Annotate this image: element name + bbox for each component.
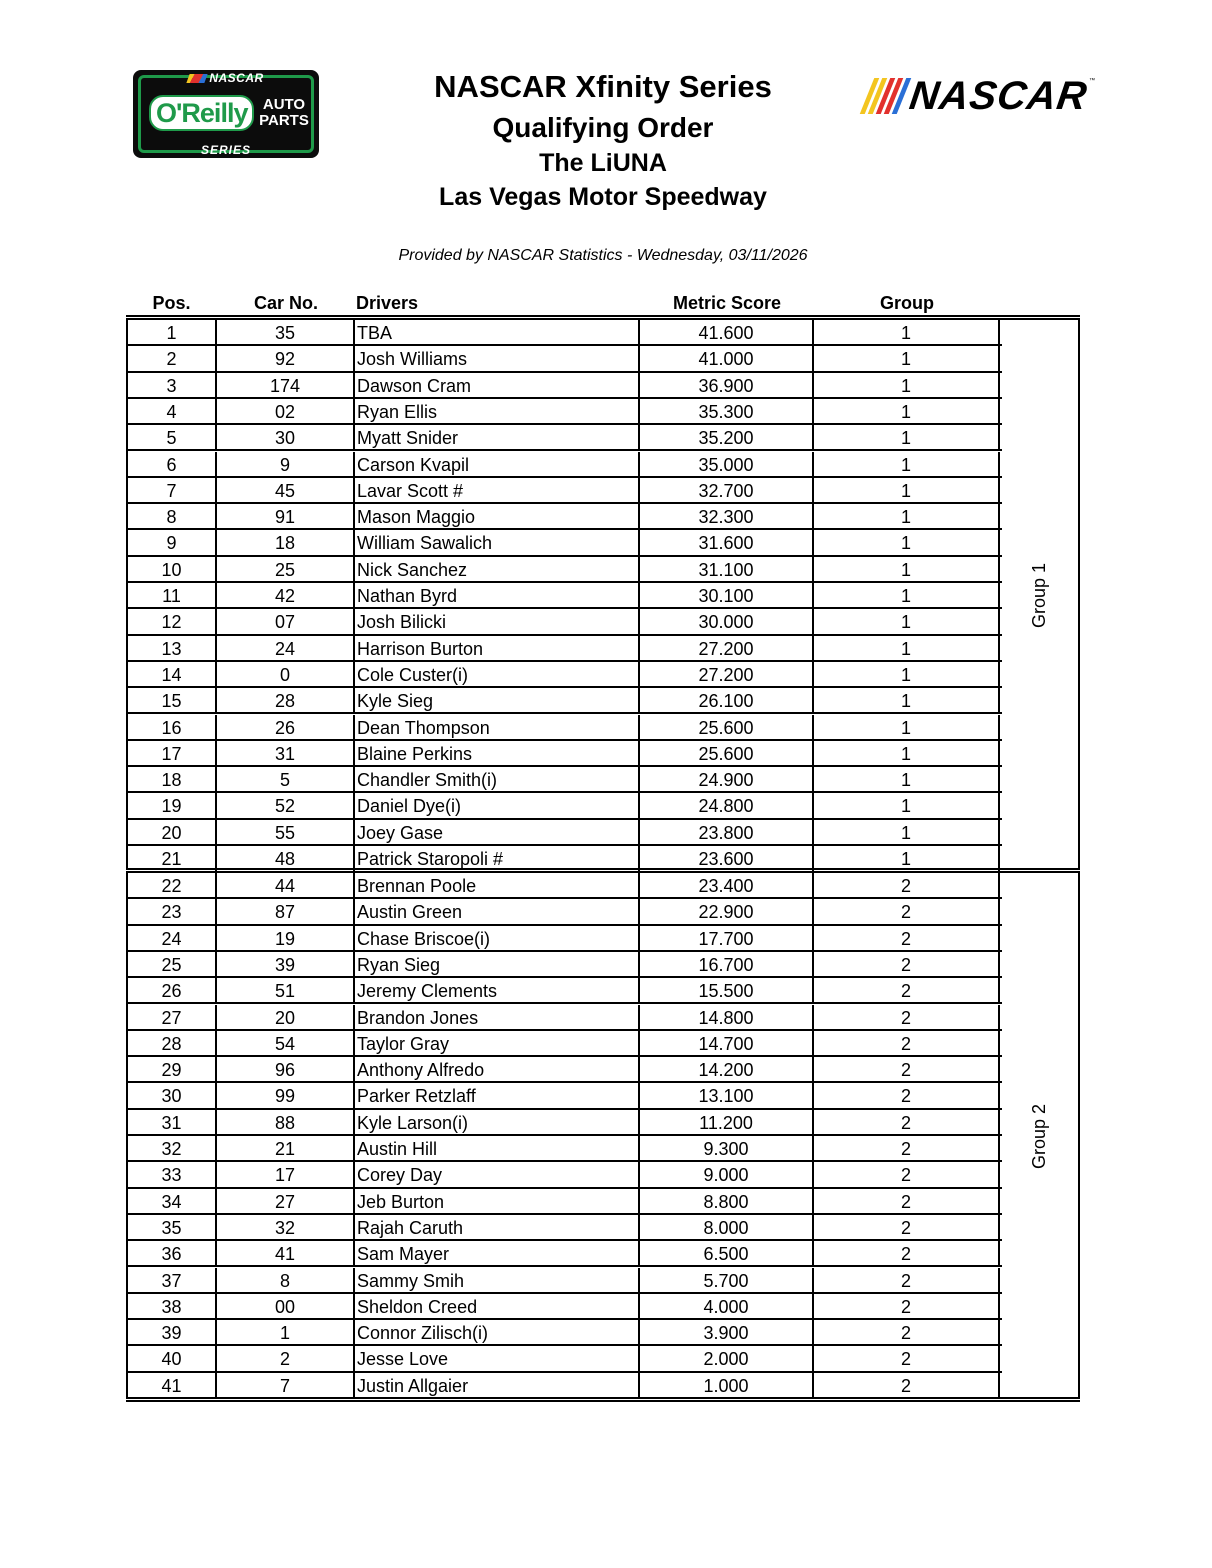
- position-cell: 7: [128, 478, 217, 502]
- logo-nascar-text: [133, 71, 319, 85]
- driver-name-cell: Sheldon Creed: [355, 1294, 640, 1318]
- position-cell: 37: [128, 1268, 217, 1292]
- group-cell: 1: [814, 530, 1000, 554]
- car-number-cell: 96: [217, 1057, 355, 1081]
- metric-score-cell: 26.100: [640, 688, 814, 712]
- group-cell: 2: [814, 1162, 1000, 1186]
- metric-score-cell: 9.300: [640, 1136, 814, 1160]
- metric-score-cell: 31.600: [640, 530, 814, 554]
- driver-name-cell: Dean Thompson: [355, 715, 640, 739]
- group-cell: 2: [814, 978, 1000, 1002]
- metric-score-cell: 16.700: [640, 952, 814, 976]
- car-number-cell: 20: [217, 1005, 355, 1029]
- metric-score-cell: 5.700: [640, 1268, 814, 1292]
- logo-top-text: NASCAR: [209, 71, 264, 85]
- group-cell: 1: [814, 399, 1000, 423]
- car-number-cell: 48: [217, 846, 355, 872]
- group-cell: 2: [814, 1057, 1000, 1081]
- metric-score-cell: 32.700: [640, 478, 814, 502]
- driver-name-cell: Parker Retzlaff: [355, 1083, 640, 1107]
- group-cell: 2: [814, 926, 1000, 950]
- metric-score-cell: 15.500: [640, 978, 814, 1002]
- metric-score-cell: 23.600: [640, 846, 814, 872]
- driver-name-cell: Daniel Dye(i): [355, 793, 640, 817]
- metric-score-cell: 8.800: [640, 1189, 814, 1213]
- group-cell: 2: [814, 1294, 1000, 1318]
- nascar-wordmark: NASCAR: [906, 74, 1091, 118]
- table-row: [128, 741, 1002, 767]
- car-number-cell: 91: [217, 504, 355, 528]
- table-row: [128, 899, 1002, 925]
- column-header-pos: Pos.: [152, 293, 191, 313]
- driver-name-cell: Carson Kvapil: [355, 452, 640, 476]
- metric-score-cell: 30.000: [640, 609, 814, 633]
- metric-score-cell: 35.200: [640, 425, 814, 449]
- trademark-mark: ™: [1089, 78, 1096, 84]
- driver-name-cell: William Sawalich: [355, 530, 640, 554]
- group-cell: 2: [814, 1031, 1000, 1055]
- table-row: [128, 1268, 1002, 1294]
- table-row: [128, 926, 1002, 952]
- metric-score-cell: 31.100: [640, 557, 814, 581]
- position-cell: 33: [128, 1162, 217, 1186]
- driver-name-cell: Rajah Caruth: [355, 1215, 640, 1239]
- car-number-cell: 2: [217, 1346, 355, 1370]
- car-number-cell: 9: [217, 452, 355, 476]
- driver-name-cell: Lavar Scott #: [355, 478, 640, 502]
- position-cell: 29: [128, 1057, 217, 1081]
- metric-score-cell: 24.800: [640, 793, 814, 817]
- driver-name-cell: Kyle Larson(i): [355, 1110, 640, 1134]
- track-name: Las Vegas Motor Speedway: [439, 183, 767, 211]
- group-cell: 2: [814, 1005, 1000, 1029]
- position-cell: 1: [128, 320, 217, 344]
- table-row: [128, 1294, 1002, 1320]
- driver-name-cell: Kyle Sieg: [355, 688, 640, 712]
- table-row: [128, 373, 1002, 399]
- car-number-cell: 21: [217, 1136, 355, 1160]
- position-cell: 24: [128, 926, 217, 950]
- driver-name-cell: Brandon Jones: [355, 1005, 640, 1029]
- position-cell: 39: [128, 1320, 217, 1344]
- position-cell: 25: [128, 952, 217, 976]
- car-number-cell: 26: [217, 715, 355, 739]
- position-cell: 22: [128, 873, 217, 897]
- car-number-cell: 92: [217, 346, 355, 370]
- table-row: [128, 1215, 1002, 1241]
- driver-name-cell: TBA: [355, 320, 640, 344]
- metric-score-cell: 14.800: [640, 1005, 814, 1029]
- table-row: [128, 478, 1002, 504]
- table-row: [128, 583, 1002, 609]
- group-1-block: [126, 320, 1080, 870]
- table-row: [128, 1162, 1002, 1188]
- driver-name-cell: Austin Green: [355, 899, 640, 923]
- metric-score-cell: 25.600: [640, 715, 814, 739]
- group-label-text: Group 1: [1029, 562, 1050, 628]
- column-header-car-no: Car No.: [253, 293, 318, 313]
- metric-score-cell: 11.200: [640, 1110, 814, 1134]
- table-row: [128, 346, 1002, 372]
- table-row: [128, 557, 1002, 583]
- metric-score-cell: 1.000: [640, 1373, 814, 1399]
- position-cell: 14: [128, 662, 217, 686]
- car-number-cell: 5: [217, 767, 355, 791]
- driver-name-cell: Ryan Ellis: [355, 399, 640, 423]
- metric-score-cell: 35.300: [640, 399, 814, 423]
- car-number-cell: 174: [217, 373, 355, 397]
- car-number-cell: 28: [217, 688, 355, 712]
- group-cell: 1: [814, 846, 1000, 872]
- group-cell: 1: [814, 452, 1000, 476]
- group-label-text: Group 2: [1029, 1103, 1050, 1169]
- car-number-cell: 88: [217, 1110, 355, 1134]
- group-cell: 1: [814, 662, 1000, 686]
- position-cell: 38: [128, 1294, 217, 1318]
- metric-score-cell: 13.100: [640, 1083, 814, 1107]
- group-cell: 2: [814, 1373, 1000, 1399]
- position-cell: 9: [128, 530, 217, 554]
- page-title: NASCAR Xfinity Series: [434, 69, 772, 104]
- metric-score-cell: 32.300: [640, 504, 814, 528]
- position-cell: 5: [128, 425, 217, 449]
- metric-score-cell: 24.900: [640, 767, 814, 791]
- group-cell: 2: [814, 1320, 1000, 1344]
- car-number-cell: 00: [217, 1294, 355, 1318]
- position-cell: 28: [128, 1031, 217, 1055]
- driver-name-cell: Connor Zilisch(i): [355, 1320, 640, 1344]
- car-number-cell: 07: [217, 609, 355, 633]
- car-number-cell: 44: [217, 873, 355, 897]
- driver-name-cell: Mason Maggio: [355, 504, 640, 528]
- table-row: [128, 688, 1002, 714]
- group-cell: 2: [814, 1083, 1000, 1107]
- car-number-cell: 8: [217, 1268, 355, 1292]
- driver-name-cell: Justin Allgaier: [355, 1373, 640, 1399]
- group-cell: 1: [814, 636, 1000, 660]
- car-number-cell: 25: [217, 557, 355, 581]
- car-number-cell: 17: [217, 1162, 355, 1186]
- table-row: [128, 1346, 1002, 1372]
- driver-name-cell: Jesse Love: [355, 1346, 640, 1370]
- provided-by-line: Provided by NASCAR Statistics - Wednesday, 03/11/2026: [398, 247, 808, 264]
- table-row: [128, 767, 1002, 793]
- group-cell: 1: [814, 715, 1000, 739]
- table-row: [128, 1083, 1002, 1109]
- group-2-block: [126, 873, 1080, 1399]
- group-cell: 1: [814, 373, 1000, 397]
- group-cell: 2: [814, 1215, 1000, 1239]
- group-cell: 1: [814, 820, 1000, 844]
- driver-name-cell: Dawson Cram: [355, 373, 640, 397]
- position-cell: 26: [128, 978, 217, 1002]
- table-row: [128, 978, 1002, 1004]
- car-number-cell: 31: [217, 741, 355, 765]
- column-header-metric-score: Metric Score: [672, 293, 782, 313]
- group-cell: 1: [814, 557, 1000, 581]
- position-cell: 34: [128, 1189, 217, 1213]
- group-cell: 2: [814, 1136, 1000, 1160]
- position-cell: 30: [128, 1083, 217, 1107]
- car-number-cell: 39: [217, 952, 355, 976]
- metric-score-cell: 27.200: [640, 662, 814, 686]
- table-row: [128, 609, 1002, 635]
- group-cell: 1: [814, 478, 1000, 502]
- position-cell: 12: [128, 609, 217, 633]
- car-number-cell: 41: [217, 1241, 355, 1265]
- group-cell: 2: [814, 1268, 1000, 1292]
- driver-name-cell: Jeb Burton: [355, 1189, 640, 1213]
- car-number-cell: 51: [217, 978, 355, 1002]
- position-cell: 16: [128, 715, 217, 739]
- metric-score-cell: 25.600: [640, 741, 814, 765]
- table-row: [128, 1110, 1002, 1136]
- table-row: [128, 530, 1002, 556]
- car-number-cell: 18: [217, 530, 355, 554]
- car-number-cell: 99: [217, 1083, 355, 1107]
- group-cell: 1: [814, 741, 1000, 765]
- table-row: [128, 1373, 1002, 1399]
- position-cell: 18: [128, 767, 217, 791]
- group-cell: 1: [814, 504, 1000, 528]
- table-row: [128, 715, 1002, 741]
- table-row: [128, 1189, 1002, 1215]
- group-cell: 1: [814, 583, 1000, 607]
- driver-name-cell: Nathan Byrd: [355, 583, 640, 607]
- position-cell: 11: [128, 583, 217, 607]
- table-row: [128, 952, 1002, 978]
- table-row: [128, 1136, 1002, 1162]
- table-row: [128, 1057, 1002, 1083]
- driver-name-cell: Sam Mayer: [355, 1241, 640, 1265]
- car-number-cell: 30: [217, 425, 355, 449]
- position-cell: 4: [128, 399, 217, 423]
- table-row: [128, 1005, 1002, 1031]
- table-bottom-border: [126, 1397, 1080, 1402]
- table-row: [128, 873, 1002, 899]
- group-cell: 2: [814, 873, 1000, 897]
- table-row: [128, 636, 1002, 662]
- car-number-cell: 54: [217, 1031, 355, 1055]
- column-header-group: Group: [880, 293, 934, 313]
- position-cell: 15: [128, 688, 217, 712]
- group-cell: 1: [814, 793, 1000, 817]
- table-row: [128, 793, 1002, 819]
- group-cell: 2: [814, 1346, 1000, 1370]
- position-cell: 13: [128, 636, 217, 660]
- metric-score-cell: 30.100: [640, 583, 814, 607]
- table-row: [128, 399, 1002, 425]
- position-cell: 40: [128, 1346, 217, 1370]
- position-cell: 41: [128, 1373, 217, 1399]
- car-number-cell: 35: [217, 320, 355, 344]
- metric-score-cell: 14.700: [640, 1031, 814, 1055]
- event-name: The LiUNA: [539, 149, 667, 177]
- position-cell: 2: [128, 346, 217, 370]
- metric-score-cell: 9.000: [640, 1162, 814, 1186]
- position-cell: 27: [128, 1005, 217, 1029]
- group-cell: 1: [814, 320, 1000, 344]
- driver-name-cell: Josh Bilicki: [355, 609, 640, 633]
- driver-name-cell: Brennan Poole: [355, 873, 640, 897]
- driver-name-cell: Sammy Smih: [355, 1268, 640, 1292]
- car-number-cell: 24: [217, 636, 355, 660]
- car-number-cell: 87: [217, 899, 355, 923]
- car-number-cell: 0: [217, 662, 355, 686]
- car-number-cell: 19: [217, 926, 355, 950]
- metric-score-cell: 6.500: [640, 1241, 814, 1265]
- table-row: [128, 662, 1002, 688]
- driver-name-cell: Patrick Staropoli #: [355, 846, 640, 872]
- metric-score-cell: 8.000: [640, 1215, 814, 1239]
- oreilly-auto-parts-series-logo: [133, 70, 319, 158]
- car-number-cell: 7: [217, 1373, 355, 1399]
- table-row: [128, 820, 1002, 846]
- driver-name-cell: Chandler Smith(i): [355, 767, 640, 791]
- car-number-cell: 52: [217, 793, 355, 817]
- metric-score-cell: 2.000: [640, 1346, 814, 1370]
- driver-name-cell: Joey Gase: [355, 820, 640, 844]
- driver-name-cell: Myatt Snider: [355, 425, 640, 449]
- logo-bottom-text: SERIES: [200, 143, 251, 157]
- position-cell: 32: [128, 1136, 217, 1160]
- metric-score-cell: 27.200: [640, 636, 814, 660]
- position-cell: 35: [128, 1215, 217, 1239]
- metric-score-cell: 23.800: [640, 820, 814, 844]
- driver-name-cell: Josh Williams: [355, 346, 640, 370]
- table-row: [128, 1320, 1002, 1346]
- table-row: [128, 452, 1002, 478]
- driver-name-cell: Cole Custer(i): [355, 662, 640, 686]
- car-number-cell: 1: [217, 1320, 355, 1344]
- metric-score-cell: 22.900: [640, 899, 814, 923]
- group-cell: 2: [814, 1241, 1000, 1265]
- metric-score-cell: 14.200: [640, 1057, 814, 1081]
- driver-name-cell: Chase Briscoe(i): [355, 926, 640, 950]
- driver-name-cell: Austin Hill: [355, 1136, 640, 1160]
- group-cell: 1: [814, 767, 1000, 791]
- position-cell: 20: [128, 820, 217, 844]
- car-number-cell: 45: [217, 478, 355, 502]
- group-cell: 1: [814, 425, 1000, 449]
- metric-score-cell: 36.900: [640, 373, 814, 397]
- driver-name-cell: Taylor Gray: [355, 1031, 640, 1055]
- car-number-cell: 02: [217, 399, 355, 423]
- group-cell: 2: [814, 952, 1000, 976]
- group-cell: 2: [814, 1110, 1000, 1134]
- car-number-cell: 55: [217, 820, 355, 844]
- position-cell: 10: [128, 557, 217, 581]
- group-cell: 2: [814, 1189, 1000, 1213]
- table-row: [128, 320, 1002, 346]
- group-cell: 1: [814, 609, 1000, 633]
- group-2-label: [1002, 873, 1078, 1399]
- driver-name-cell: Anthony Alfredo: [355, 1057, 640, 1081]
- car-number-cell: 42: [217, 583, 355, 607]
- driver-name-cell: Harrison Burton: [355, 636, 640, 660]
- car-number-cell: 32: [217, 1215, 355, 1239]
- logo-brand: O'Reilly: [149, 95, 254, 131]
- group-1-label: [1002, 320, 1078, 870]
- position-cell: 23: [128, 899, 217, 923]
- position-cell: 21: [128, 846, 217, 872]
- driver-name-cell: Blaine Perkins: [355, 741, 640, 765]
- table-row: [128, 504, 1002, 530]
- driver-name-cell: Jeremy Clements: [355, 978, 640, 1002]
- table-row: [128, 1031, 1002, 1057]
- logo-brand-right: AUTO PARTS: [259, 96, 309, 129]
- position-cell: 31: [128, 1110, 217, 1134]
- position-cell: 8: [128, 504, 217, 528]
- group-cell: 1: [814, 346, 1000, 370]
- table-row: [128, 1241, 1002, 1267]
- driver-name-cell: Ryan Sieg: [355, 952, 640, 976]
- column-header-drivers: Drivers: [356, 293, 419, 313]
- group-cell: 2: [814, 899, 1000, 923]
- metric-score-cell: 35.000: [640, 452, 814, 476]
- metric-score-cell: 23.400: [640, 873, 814, 897]
- metric-score-cell: 41.600: [640, 320, 814, 344]
- driver-name-cell: Corey Day: [355, 1162, 640, 1186]
- position-cell: 3: [128, 373, 217, 397]
- page-subtitle: Qualifying Order: [492, 112, 714, 143]
- metric-score-cell: 17.700: [640, 926, 814, 950]
- nascar-stripes-icon: [187, 74, 208, 83]
- metric-score-cell: 3.900: [640, 1320, 814, 1344]
- position-cell: 6: [128, 452, 217, 476]
- metric-score-cell: 4.000: [640, 1294, 814, 1318]
- table-row: [128, 425, 1002, 451]
- position-cell: 17: [128, 741, 217, 765]
- car-number-cell: 27: [217, 1189, 355, 1213]
- group-cell: 1: [814, 688, 1000, 712]
- position-cell: 19: [128, 793, 217, 817]
- metric-score-cell: 41.000: [640, 346, 814, 370]
- position-cell: 36: [128, 1241, 217, 1265]
- driver-name-cell: Nick Sanchez: [355, 557, 640, 581]
